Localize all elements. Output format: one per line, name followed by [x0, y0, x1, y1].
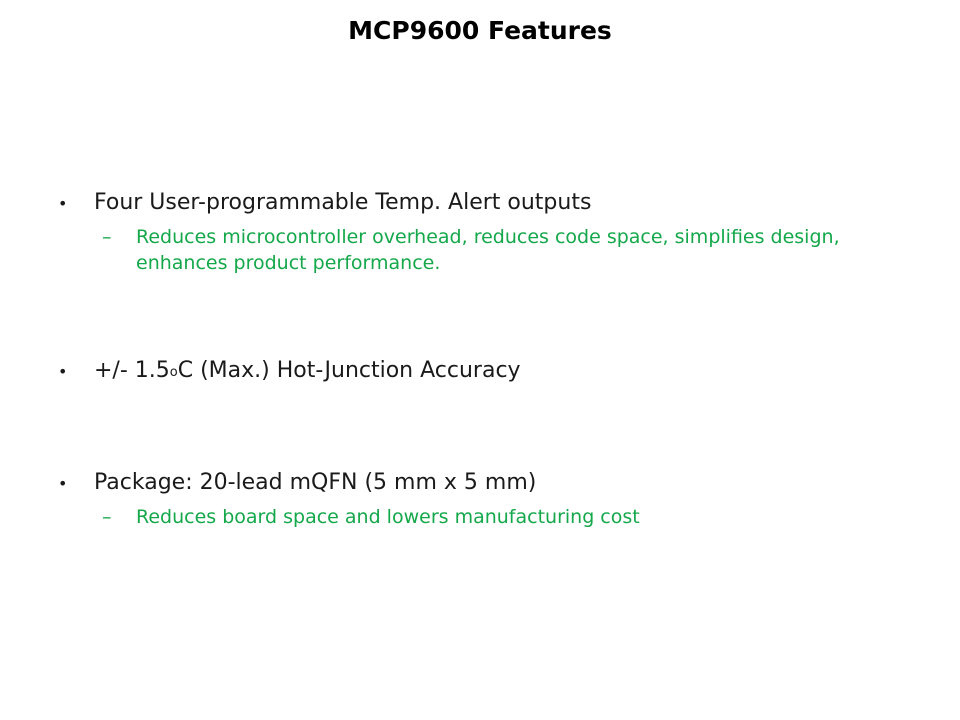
sub-bullet-line [102, 224, 898, 276]
bullet-text: Four User-programmable Temp. Alert outputs [94, 190, 592, 215]
bullet-item-accuracy [58, 358, 898, 383]
slide-title: MCP9600 Features [348, 16, 612, 45]
sub-bullet-line [102, 504, 898, 530]
bullet-main-line [58, 190, 898, 215]
bullet-text: Package: 20-lead mQFN (5 mm x 5 mm) [94, 470, 537, 495]
degree-mark: o [169, 365, 178, 380]
bullet-marker: • [58, 474, 68, 493]
sub-bullet-marker: – [102, 506, 112, 528]
sub-bullet-marker: – [102, 226, 112, 248]
bullet-text-unit: C (Max.) Hot-Junction Accuracy [177, 358, 521, 383]
bullet-text-value: +/- 1.5 [94, 358, 170, 383]
bullet-item-alert-outputs [58, 190, 898, 276]
bullet-marker: • [58, 362, 68, 381]
bullet-text [94, 358, 521, 383]
bullet-main-line [58, 470, 898, 495]
bullet-item-package [58, 470, 898, 530]
sub-bullet-text: Reduces board space and lowers manufacturing cost [136, 506, 640, 528]
bullet-marker: • [58, 194, 68, 213]
bullet-main-line [58, 358, 898, 383]
sub-bullet-text: Reduces microcontroller overhead, reduces code space, simplifies design, enhances product performance. [136, 226, 840, 274]
